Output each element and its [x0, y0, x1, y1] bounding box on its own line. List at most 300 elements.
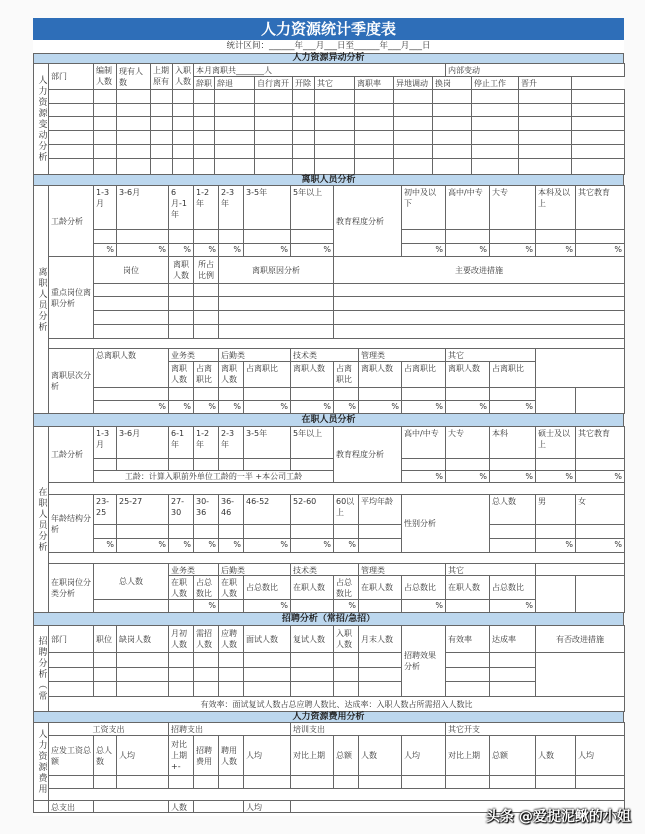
percent-cell[interactable]: % [535, 538, 576, 553]
input-cell[interactable] [48, 144, 94, 159]
input-cell[interactable] [48, 103, 94, 117]
input-cell[interactable] [93, 599, 169, 613]
percent-cell[interactable]: % [290, 400, 334, 414]
input-cell[interactable] [518, 103, 572, 117]
input-cell[interactable] [314, 103, 355, 117]
input-cell[interactable] [518, 89, 572, 104]
input-cell[interactable] [575, 775, 625, 789]
input-cell[interactable] [393, 144, 433, 159]
age-col-1: 25-27 [116, 494, 169, 525]
input-cell[interactable] [254, 116, 293, 131]
input-cell[interactable] [214, 158, 255, 175]
input-cell[interactable] [193, 89, 215, 104]
input-cell[interactable] [535, 775, 576, 789]
percent-cell[interactable]: % [290, 243, 334, 257]
input-cell[interactable] [48, 89, 94, 104]
gender-label: 性别分析 [401, 494, 490, 553]
percent-cell[interactable]: % [168, 400, 194, 414]
input-cell[interactable] [193, 116, 215, 131]
input-cell[interactable] [445, 652, 490, 668]
input-cell[interactable] [432, 116, 472, 131]
input-cell[interactable] [243, 775, 291, 789]
input-cell[interactable] [358, 652, 402, 668]
input-cell[interactable] [333, 324, 625, 339]
input-cell[interactable] [401, 775, 446, 789]
input-cell[interactable] [358, 667, 402, 682]
input-cell[interactable] [445, 681, 490, 697]
input-cell[interactable] [172, 116, 194, 131]
input-cell[interactable] [489, 229, 536, 244]
input-cell[interactable] [48, 652, 94, 668]
percent-cell[interactable]: % [489, 243, 536, 257]
input-cell[interactable] [393, 89, 433, 104]
input-cell[interactable] [48, 681, 94, 697]
percent-cell[interactable]: % [575, 243, 625, 257]
input-cell[interactable] [518, 130, 572, 145]
percent-cell[interactable]: % [193, 538, 219, 553]
input-cell[interactable] [172, 89, 194, 104]
input-cell[interactable] [333, 775, 359, 789]
percent-cell[interactable]: % [445, 243, 490, 257]
percent-cell[interactable]: % [168, 538, 194, 553]
percent-cell[interactable]: % [333, 599, 359, 613]
input-cell[interactable] [93, 667, 117, 682]
input-cell[interactable] [116, 103, 151, 117]
input-cell[interactable] [193, 130, 215, 145]
percent-cell[interactable]: % [193, 599, 219, 613]
input-cell[interactable] [218, 775, 244, 789]
input-cell[interactable] [571, 103, 625, 117]
input-cell[interactable] [518, 116, 572, 131]
recruit-col-0: 部门 [48, 625, 94, 653]
percent-cell[interactable]: % [333, 400, 359, 414]
input-cell[interactable] [193, 667, 219, 682]
cost-group-1: 招聘支出 [168, 722, 291, 736]
input-cell[interactable] [575, 575, 625, 613]
input-cell[interactable] [535, 524, 576, 539]
input-cell[interactable] [292, 116, 315, 131]
key-col-0: 岗位 [93, 256, 169, 284]
input-cell[interactable] [193, 283, 219, 297]
input-cell[interactable] [218, 524, 244, 539]
tenure-col-1: 3-6月 [116, 185, 169, 230]
input-cell[interactable] [314, 158, 355, 175]
cost-col-7: 对比上期 [290, 735, 334, 776]
input-cell[interactable] [445, 229, 490, 244]
input-cell[interactable] [93, 116, 117, 131]
input-cell[interactable] [290, 652, 334, 668]
input-cell[interactable] [358, 599, 402, 613]
percent-cell[interactable]: % [93, 243, 117, 257]
input-cell[interactable] [518, 158, 572, 175]
input-cell[interactable] [168, 681, 194, 697]
input-cell[interactable] [93, 524, 117, 539]
input-cell[interactable] [93, 800, 169, 813]
input-cell[interactable] [93, 296, 169, 311]
input-cell[interactable] [333, 296, 625, 311]
input-cell[interactable] [571, 89, 625, 104]
input-cell[interactable] [48, 116, 94, 131]
input-cell[interactable] [193, 681, 219, 697]
percent-cell[interactable]: % [218, 243, 244, 257]
input-cell[interactable] [116, 229, 169, 244]
input-cell[interactable] [150, 158, 173, 175]
input-cell[interactable] [571, 116, 625, 131]
input-cell[interactable] [116, 652, 169, 668]
post-sub-8: 在职人数 [445, 575, 490, 600]
input-cell[interactable] [150, 116, 173, 131]
input-cell[interactable] [393, 116, 433, 131]
percent-cell[interactable]: % [243, 400, 291, 414]
input-cell[interactable] [193, 387, 219, 401]
percent-cell[interactable]: % [445, 470, 490, 483]
input-cell[interactable] [218, 599, 244, 613]
input-cell[interactable] [172, 103, 194, 117]
percent-cell[interactable]: % [401, 599, 446, 613]
input-cell[interactable] [445, 599, 490, 613]
percent-cell[interactable]: % [535, 243, 576, 257]
input-cell[interactable] [193, 144, 215, 159]
input-cell[interactable] [48, 158, 94, 175]
cost-col-13: 人数 [535, 735, 576, 776]
input-cell[interactable] [243, 652, 291, 668]
input-cell[interactable] [93, 229, 117, 244]
input-cell[interactable] [243, 681, 291, 697]
percent-cell[interactable]: % [535, 470, 576, 483]
input-cell[interactable] [214, 130, 255, 145]
input-cell[interactable] [290, 599, 334, 613]
input-cell[interactable] [116, 116, 151, 131]
total-avg-label: 人均 [243, 800, 291, 813]
input-cell[interactable] [354, 116, 394, 131]
input-cell[interactable] [354, 103, 394, 117]
percent-cell[interactable]: % [489, 599, 536, 613]
input-cell[interactable] [333, 524, 359, 539]
input-cell[interactable] [333, 283, 625, 297]
input-cell[interactable] [290, 229, 334, 244]
input-cell[interactable] [314, 144, 355, 159]
cur-tenure-col-6: 5年以上 [290, 426, 334, 459]
post-total: 总人数 [93, 563, 169, 600]
cost-col-1: 总人数 [93, 735, 117, 776]
percent-cell[interactable]: % [575, 538, 625, 553]
input-cell[interactable] [489, 524, 536, 539]
input-cell[interactable] [93, 89, 117, 104]
input-cell[interactable] [333, 667, 359, 682]
input-cell[interactable] [471, 103, 519, 117]
input-cell[interactable] [358, 524, 402, 539]
input-cell[interactable] [489, 538, 536, 553]
input-cell[interactable] [193, 524, 219, 539]
input-cell[interactable] [432, 144, 472, 159]
input-cell[interactable] [168, 652, 194, 668]
input-cell[interactable] [471, 130, 519, 145]
input-cell[interactable] [218, 283, 334, 297]
input-cell[interactable] [471, 158, 519, 175]
input-cell[interactable] [93, 652, 117, 668]
input-cell[interactable] [489, 387, 536, 401]
percent-cell[interactable]: % [168, 243, 194, 257]
age-col-7: 60以上 [333, 494, 359, 525]
input-cell[interactable] [292, 89, 315, 104]
input-cell[interactable] [314, 130, 355, 145]
input-cell[interactable] [333, 681, 359, 697]
input-cell[interactable] [193, 324, 219, 339]
post-sub-7: 占总数比 [401, 575, 446, 600]
input-cell[interactable] [193, 800, 244, 813]
input-cell[interactable] [168, 296, 194, 311]
input-cell[interactable] [193, 652, 219, 668]
input-cell[interactable] [218, 229, 244, 244]
input-cell[interactable] [168, 775, 194, 789]
input-cell[interactable] [471, 116, 519, 131]
input-cell[interactable] [93, 283, 169, 297]
key-col-2: 所占比例 [193, 256, 219, 284]
input-cell[interactable] [243, 387, 291, 401]
cur-group-0: 业务类 [168, 563, 219, 576]
input-cell[interactable] [290, 524, 334, 539]
input-cell[interactable] [571, 144, 625, 159]
key-post-label: 重点岗位离职分析 [48, 256, 94, 339]
percent-cell[interactable]: % [93, 538, 117, 553]
input-cell[interactable] [150, 89, 173, 104]
input-cell[interactable] [193, 310, 219, 325]
input-cell[interactable] [172, 144, 194, 159]
input-cell[interactable] [93, 324, 169, 339]
input-cell[interactable] [333, 652, 359, 668]
input-cell[interactable] [218, 387, 244, 401]
input-cell[interactable] [48, 667, 94, 682]
input-cell[interactable] [575, 229, 625, 244]
input-cell[interactable] [93, 103, 117, 117]
input-cell[interactable] [116, 667, 169, 682]
percent-cell[interactable]: % [401, 400, 446, 414]
input-cell[interactable] [518, 144, 572, 159]
key-col-4: 主要改进措施 [333, 256, 625, 284]
input-cell[interactable] [489, 775, 536, 789]
input-cell[interactable] [489, 652, 536, 668]
input-cell[interactable] [314, 89, 355, 104]
input-cell[interactable] [358, 538, 402, 553]
percent-cell[interactable]: % [116, 243, 169, 257]
input-cell[interactable] [218, 310, 334, 325]
col-sub-8: 停止工作 [471, 76, 519, 90]
percent-cell[interactable]: % [218, 400, 244, 414]
input-cell[interactable] [218, 652, 244, 668]
percent-cell[interactable]: % [116, 538, 169, 553]
input-cell[interactable] [193, 229, 219, 244]
input-cell[interactable] [93, 130, 117, 145]
cur-edu-col-3: 硕士及以上 [535, 426, 576, 459]
col-internal: 内部变动 [445, 63, 625, 77]
input-cell[interactable] [445, 387, 490, 401]
input-cell[interactable] [116, 775, 169, 789]
input-cell[interactable] [354, 158, 394, 175]
gender-col-1: 男 [535, 494, 576, 525]
input-cell[interactable] [193, 158, 215, 175]
input-cell[interactable] [292, 158, 315, 175]
percent-cell[interactable]: % [445, 400, 490, 414]
input-cell[interactable] [254, 130, 293, 145]
post-sub-0: 在职人数 [168, 575, 194, 600]
percent-cell[interactable]: % [243, 243, 291, 257]
input-cell[interactable] [150, 103, 173, 117]
percent-cell[interactable]: % [401, 243, 446, 257]
percent-cell[interactable]: % [193, 243, 219, 257]
input-cell[interactable] [393, 103, 433, 117]
input-cell[interactable] [354, 144, 394, 159]
cur-tenure-col-4: 2-3年 [218, 426, 244, 459]
percent-cell[interactable]: % [333, 538, 359, 553]
percent-cell[interactable]: % [358, 400, 402, 414]
percent-cell[interactable]: % [290, 538, 334, 553]
input-cell[interactable] [193, 775, 219, 789]
input-cell[interactable] [290, 775, 334, 789]
input-cell[interactable] [168, 310, 194, 325]
input-cell[interactable] [333, 310, 625, 325]
col-current: 现有人数 [116, 63, 151, 90]
input-cell[interactable] [116, 89, 151, 104]
input-cell[interactable] [358, 681, 402, 697]
input-cell[interactable] [93, 775, 117, 789]
input-cell[interactable] [168, 387, 194, 401]
input-cell[interactable] [401, 387, 446, 401]
percent-cell[interactable]: % [218, 538, 244, 553]
total-label: 总支出 [48, 800, 94, 813]
recruit-col-5: 应聘人数 [218, 625, 244, 653]
input-cell[interactable] [432, 158, 472, 175]
input-cell[interactable] [290, 681, 334, 697]
input-cell[interactable] [193, 296, 219, 311]
input-cell[interactable] [254, 89, 293, 104]
input-cell[interactable] [168, 667, 194, 682]
group-0: 业务类 [168, 348, 219, 362]
input-cell[interactable] [471, 89, 519, 104]
input-cell[interactable] [168, 324, 194, 339]
input-cell[interactable] [214, 116, 255, 131]
input-cell[interactable] [93, 681, 117, 697]
input-cell[interactable] [116, 681, 169, 697]
input-cell[interactable] [358, 775, 402, 789]
input-cell[interactable] [168, 283, 194, 297]
level-label: 离职层次分析 [48, 348, 94, 414]
input-cell[interactable] [48, 775, 94, 789]
input-cell[interactable] [214, 89, 255, 104]
input-cell[interactable] [116, 130, 151, 145]
input-cell[interactable] [290, 667, 334, 682]
percent-cell[interactable]: % [243, 538, 291, 553]
input-cell[interactable] [354, 89, 394, 104]
input-cell[interactable] [168, 599, 194, 613]
input-cell[interactable] [172, 158, 194, 175]
input-cell[interactable] [218, 681, 244, 697]
age-col-3: 30-36 [193, 494, 219, 525]
percent-cell[interactable]: % [575, 470, 625, 483]
input-cell[interactable] [535, 229, 576, 244]
input-cell[interactable] [358, 387, 402, 401]
input-cell[interactable] [432, 89, 472, 104]
side-label-resigned: 离职人员分析 [33, 185, 49, 414]
input-cell[interactable] [218, 296, 334, 311]
recruit-col-9: 月末人数 [358, 625, 402, 653]
input-cell[interactable] [432, 103, 472, 117]
input-cell[interactable] [254, 144, 293, 159]
input-cell[interactable] [401, 229, 446, 244]
percent-cell[interactable]: % [401, 470, 446, 483]
input-cell[interactable] [254, 158, 293, 175]
side-label-recruit: 招聘分析（常 [33, 625, 49, 712]
percent-cell[interactable]: % [193, 400, 219, 414]
input-cell[interactable] [571, 130, 625, 145]
input-cell[interactable] [150, 130, 173, 145]
input-cell[interactable] [393, 158, 433, 175]
input-cell[interactable] [290, 387, 334, 401]
input-cell[interactable] [575, 387, 625, 414]
input-cell[interactable] [48, 130, 94, 145]
input-cell[interactable] [243, 229, 291, 244]
input-cell[interactable] [575, 524, 625, 539]
input-cell[interactable] [116, 524, 169, 539]
input-cell[interactable] [292, 144, 315, 159]
input-cell[interactable] [393, 130, 433, 145]
input-cell[interactable] [314, 116, 355, 131]
input-cell[interactable] [168, 229, 194, 244]
input-cell[interactable] [93, 158, 117, 175]
input-cell[interactable] [243, 524, 291, 539]
recruit-col-6: 面试人数 [243, 625, 291, 653]
post-sub-4: 在职人数 [290, 575, 334, 600]
recruit-col-2: 缺岗人数 [116, 625, 169, 653]
page-title: 人力资源统计季度表 [33, 18, 624, 40]
input-cell[interactable] [214, 144, 255, 159]
input-cell[interactable] [214, 103, 255, 117]
percent-cell[interactable]: % [489, 400, 536, 414]
input-cell[interactable] [93, 144, 117, 159]
input-cell[interactable] [168, 524, 194, 539]
input-cell[interactable] [333, 387, 359, 401]
input-cell[interactable] [445, 775, 490, 789]
input-cell[interactable] [193, 103, 215, 117]
input-cell[interactable] [535, 575, 576, 613]
input-cell[interactable] [471, 144, 519, 159]
input-cell[interactable] [535, 387, 576, 414]
percent-cell[interactable]: % [93, 400, 169, 414]
input-cell[interactable] [93, 387, 169, 401]
side-label-movement: 人力资源变动分析 [33, 63, 49, 175]
col-prev: 上期原有 [150, 63, 173, 90]
percent-cell[interactable]: % [489, 470, 536, 483]
input-cell[interactable] [354, 130, 394, 145]
input-cell[interactable] [150, 144, 173, 159]
input-cell[interactable] [445, 667, 490, 682]
input-cell[interactable] [292, 103, 315, 117]
input-cell[interactable] [292, 130, 315, 145]
input-cell[interactable] [571, 158, 625, 175]
input-cell[interactable] [535, 652, 625, 697]
percent-cell[interactable]: % [243, 599, 291, 613]
input-cell[interactable] [172, 130, 194, 145]
input-cell[interactable] [489, 681, 536, 697]
input-cell[interactable] [218, 667, 244, 682]
input-cell[interactable] [254, 103, 293, 117]
input-cell[interactable] [489, 667, 536, 682]
input-cell[interactable] [218, 324, 334, 339]
input-cell[interactable] [432, 130, 472, 145]
input-cell[interactable] [116, 158, 151, 175]
input-cell[interactable] [93, 310, 169, 325]
input-cell[interactable] [116, 144, 151, 159]
input-cell[interactable] [243, 667, 291, 682]
